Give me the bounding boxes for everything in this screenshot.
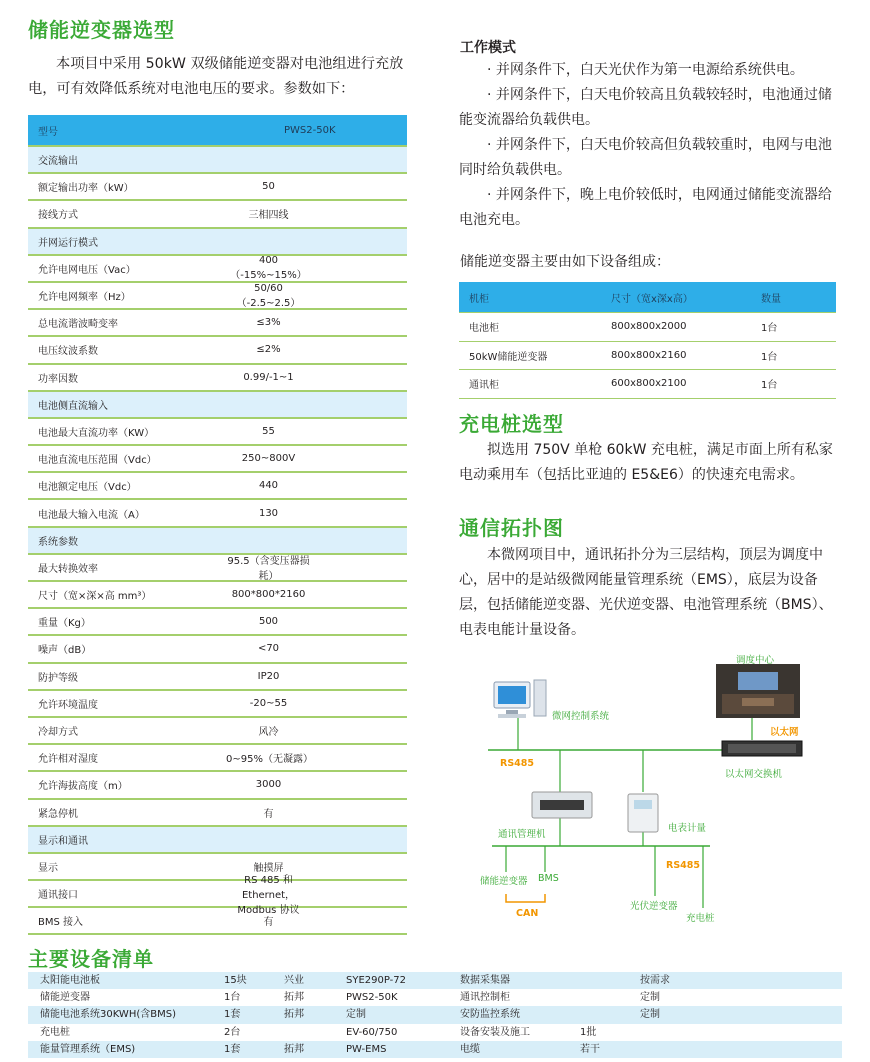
spec-value: 风冷	[258, 727, 279, 739]
label-can: CAN	[516, 908, 539, 919]
section-title-equipment-list: 主要设备清单	[28, 947, 154, 971]
equip-table	[459, 282, 836, 399]
spec-row	[28, 582, 407, 609]
spec-row	[28, 636, 407, 663]
equipment-list-cell: PWS2-50K	[346, 992, 398, 1004]
spec-value: 3000	[255, 779, 282, 791]
equip-header-cell: 尺寸（宽x深x高）	[611, 293, 693, 305]
computer-icon	[494, 680, 546, 718]
equipment-list-cell: 1套	[224, 1009, 241, 1021]
spec-key: 电压纹波系数	[38, 346, 98, 358]
equipment-list-cell: 设备安装及施工	[460, 1026, 530, 1038]
equipment-list-cell: 充电桩	[40, 1026, 70, 1038]
spec-row	[28, 609, 407, 636]
spec-row	[28, 256, 407, 283]
mode-list	[459, 58, 841, 233]
equipment-list-cell: 1批	[580, 1026, 597, 1038]
spec-value: 400（-15%~15%）	[230, 255, 307, 282]
equip-cell: 1台	[761, 380, 778, 392]
spec-key: 允许电网频率（Hz）	[38, 292, 131, 304]
meter-icon	[628, 794, 658, 832]
equipment-list-cell: 拓邦	[284, 1043, 304, 1055]
equipment-list-row	[28, 989, 842, 1006]
spec-key: 总电流谐波畸变率	[38, 319, 118, 331]
equipment-list-cell: SYE290P-72	[346, 975, 407, 986]
spec-row	[28, 664, 407, 691]
spec-key: 最大转换效率	[38, 563, 98, 575]
equipment-list-cell: 按需求	[640, 975, 670, 986]
label-ethernet: 以太网	[770, 727, 799, 738]
spec-table	[28, 115, 407, 935]
label-charger: 充电桩	[686, 913, 715, 924]
spec-value: 50/60（-2.5~2.5）	[236, 282, 301, 309]
spec-row	[28, 772, 407, 799]
spec-key: 防护等级	[38, 672, 78, 684]
equip-cell: 600x800x2100	[611, 378, 687, 390]
spec-key: 噪声（dB）	[38, 645, 92, 657]
label-dispatch-center: 调度中心	[736, 655, 775, 666]
spec-row	[28, 174, 407, 201]
spec-value: 500	[258, 616, 279, 628]
spec-row	[28, 365, 407, 392]
label-meter: 电表计量	[668, 823, 707, 834]
equipment-list-cell: 若干	[580, 1043, 600, 1055]
spec-key: 允许海拔高度（m）	[38, 781, 128, 793]
label-comm-manager: 通讯管理机	[498, 829, 546, 840]
equipment-list-cell: 定制	[640, 1009, 660, 1021]
switch-icon	[722, 741, 802, 756]
spec-value: 有	[263, 917, 274, 929]
equip-header-cell: 数量	[761, 293, 781, 305]
equipment-list-cell: 太阳能电池板	[40, 975, 100, 986]
spec-value: 0.99/-1~1	[243, 371, 294, 383]
spec-row	[28, 283, 407, 310]
spec-key: 允许环境温度	[38, 699, 98, 711]
topology-text: 本微网项目中，通讯拓扑分为三层结构，顶层为调度中心，居中的是站级微网能量管理系统（EMS），底层为设备层，包括储能逆变器、光伏逆变器、电池管理系统（BMS）、电表电能计量设备。	[459, 547, 833, 638]
spec-value: RS 485 和 Ethernet，Modbus 协议	[237, 875, 300, 917]
equipment-list-row	[28, 1006, 842, 1023]
spec-key: 重量（Kg）	[38, 618, 91, 630]
spec-row	[28, 473, 407, 500]
equipment-list-cell: 储能电池系统30KWH(含BMS)	[40, 1009, 176, 1021]
spec-value: 95.5（含变压器损耗）	[227, 556, 310, 583]
spec-row	[28, 745, 407, 772]
spec-header-key: 型号	[38, 126, 58, 138]
equipment-list-cell: 定制	[346, 1009, 366, 1021]
inverter-intro: 本项目中采用 50kW 双级储能逆变器对电池组进行充放电，可有效降低系统对电池电压的要求。参数如下：	[28, 56, 404, 97]
equipment-list-row	[28, 972, 842, 989]
equipment-list-cell: 1套	[224, 1043, 241, 1055]
equip-header-cell: 机柜	[469, 293, 489, 305]
spec-value: 250~800V	[241, 453, 296, 465]
charger-text: 拟选用 750V 单枪 60kW 充电桩，满足市面上所有私家电动乘用车（包括比亚迪的 E5&E6）的快速充电需求。	[459, 442, 833, 483]
mode-item: · 并网条件下，晚上电价较低时，电网通过储能变流器给电池充电。	[459, 187, 832, 228]
equip-row	[459, 342, 836, 371]
topology-lines	[470, 650, 842, 930]
mode-item: · 并网条件下，白天光伏作为第一电源给系统供电。	[487, 62, 804, 78]
spec-key: 电池额定电压（Vdc）	[38, 482, 137, 494]
spec-value: 130	[258, 507, 279, 519]
mode-title: 工作模式	[460, 40, 516, 56]
spec-row	[28, 446, 407, 473]
spec-row	[28, 310, 407, 337]
section-title-charger: 充电桩选型	[459, 412, 564, 436]
equip-cell: 电池柜	[469, 323, 499, 335]
spec-header-row	[28, 115, 407, 147]
spec-section-label: 电池侧直流输入	[38, 400, 108, 412]
spec-key: 冷却方式	[38, 727, 78, 739]
spec-row	[28, 800, 407, 827]
equip-cell: 1台	[761, 351, 778, 363]
equipment-list-row	[28, 1024, 842, 1041]
label-pv-inverter: 光伏逆变器	[630, 901, 678, 912]
label-rs485-top: RS485	[500, 758, 534, 769]
equipment-list-cell: PW-EMS	[346, 1043, 387, 1055]
equip-header-row	[459, 282, 836, 313]
spec-key: 尺寸（宽×深×高 mm³）	[38, 591, 152, 603]
comm-manager-icon	[532, 792, 592, 818]
equipment-list-cell: 能量管理系统（EMS)	[40, 1043, 136, 1055]
spec-key: 显示	[38, 862, 58, 874]
spec-row	[28, 419, 407, 446]
label-micro-grid-ctrl: 微网控制系统	[552, 711, 610, 722]
topology-diagram	[470, 650, 842, 930]
spec-key: 电池直流电压范围（Vdc）	[38, 455, 157, 467]
mode-item: · 并网条件下，白天电价较高且负载较轻时，电池通过储能变流器给负载供电。	[459, 87, 832, 128]
label-storage-inverter: 储能逆变器	[480, 876, 528, 887]
equipment-list-cell: 数据采集器	[460, 975, 510, 986]
equipment-list-cell: 储能逆变器	[40, 992, 90, 1004]
spec-section-label: 显示和通讯	[38, 835, 88, 847]
spec-section-row	[28, 528, 407, 555]
label-rs485-bottom: RS485	[666, 860, 700, 871]
equipment-list-cell: 拓邦	[284, 1009, 304, 1021]
section-title-topology: 通信拓扑图	[459, 516, 564, 540]
spec-value: ≤3%	[256, 317, 281, 329]
spec-row	[28, 875, 407, 917]
spec-row	[28, 718, 407, 745]
equipment-list-row	[28, 1041, 842, 1058]
equipment-list-cell: 定制	[640, 992, 660, 1004]
spec-value: 触摸屏	[253, 862, 284, 874]
spec-key: 功率因数	[38, 373, 78, 385]
spec-key: 通讯接口	[38, 890, 78, 902]
equipment-list-cell: 15块	[224, 975, 247, 986]
spec-row	[28, 337, 407, 364]
equip-cell: 通讯柜	[469, 380, 499, 392]
equip-intro: 储能逆变器主要由如下设备组成：	[460, 254, 670, 270]
spec-key: BMS 接入	[38, 917, 84, 929]
equipment-list	[28, 972, 842, 1058]
spec-section-row	[28, 147, 407, 174]
spec-key: 电池最大输入电流（A）	[38, 509, 145, 521]
spec-section-row	[28, 827, 407, 854]
spec-value: IP20	[257, 670, 280, 682]
spec-key: 电池最大直流功率（KW）	[38, 427, 155, 439]
spec-value: 50	[262, 181, 275, 193]
equipment-list-cell: EV-60/750	[346, 1026, 398, 1038]
label-bms: BMS	[538, 873, 559, 884]
equipment-list-cell: 拓邦	[284, 992, 304, 1004]
spec-value: 有	[263, 808, 274, 820]
spec-section-row	[28, 229, 407, 256]
section-title-inverter: 储能逆变器选型	[28, 18, 175, 42]
spec-key: 允许电网电压（Vac）	[38, 264, 136, 276]
spec-value: 800*800*2160	[231, 589, 306, 601]
equipment-list-cell: 电缆	[460, 1043, 480, 1055]
spec-section-row	[28, 392, 407, 419]
equip-row	[459, 313, 836, 342]
spec-section-label: 交流输出	[38, 156, 78, 168]
dispatch-center-icon	[716, 664, 800, 718]
spec-row	[28, 201, 407, 228]
spec-key: 允许相对湿度	[38, 754, 98, 766]
spec-key: 紧急停机	[38, 808, 78, 820]
spec-value: 0~95%（无凝露）	[226, 754, 313, 766]
spec-section-label: 系统参数	[38, 536, 78, 548]
equip-row	[459, 370, 836, 399]
spec-key: 额定输出功率（kW）	[38, 183, 134, 195]
spec-value: 440	[258, 480, 279, 492]
spec-value: -20~55	[249, 697, 288, 709]
spec-value: 55	[262, 425, 275, 437]
equip-cell: 50kW储能逆变器	[469, 351, 548, 363]
label-ethernet-switch: 以太网交换机	[725, 769, 783, 780]
equipment-list-cell: 2台	[224, 1026, 241, 1038]
equip-cell: 800x800x2000	[611, 321, 687, 333]
spec-section-label: 并网运行模式	[38, 237, 98, 249]
spec-row	[28, 555, 407, 582]
spec-value: 三相四线	[248, 210, 289, 222]
spec-row	[28, 691, 407, 718]
spec-key: 接线方式	[38, 210, 78, 222]
equipment-list-cell: 安防监控系统	[460, 1009, 520, 1021]
mode-item: · 并网条件下，白天电价较高但负载较重时，电网与电池同时给负载供电。	[459, 137, 832, 178]
equipment-list-cell: 兴业	[284, 975, 304, 986]
equipment-list-cell: 通讯控制柜	[460, 992, 510, 1004]
equipment-list-cell: 1台	[224, 992, 241, 1004]
spec-value: ≤2%	[256, 344, 281, 356]
equip-cell: 1台	[761, 323, 778, 335]
spec-header-value: PWS2-50K	[284, 124, 336, 136]
spec-row	[28, 500, 407, 527]
equip-cell: 800x800x2160	[611, 349, 687, 361]
spec-value: <70	[257, 643, 280, 655]
